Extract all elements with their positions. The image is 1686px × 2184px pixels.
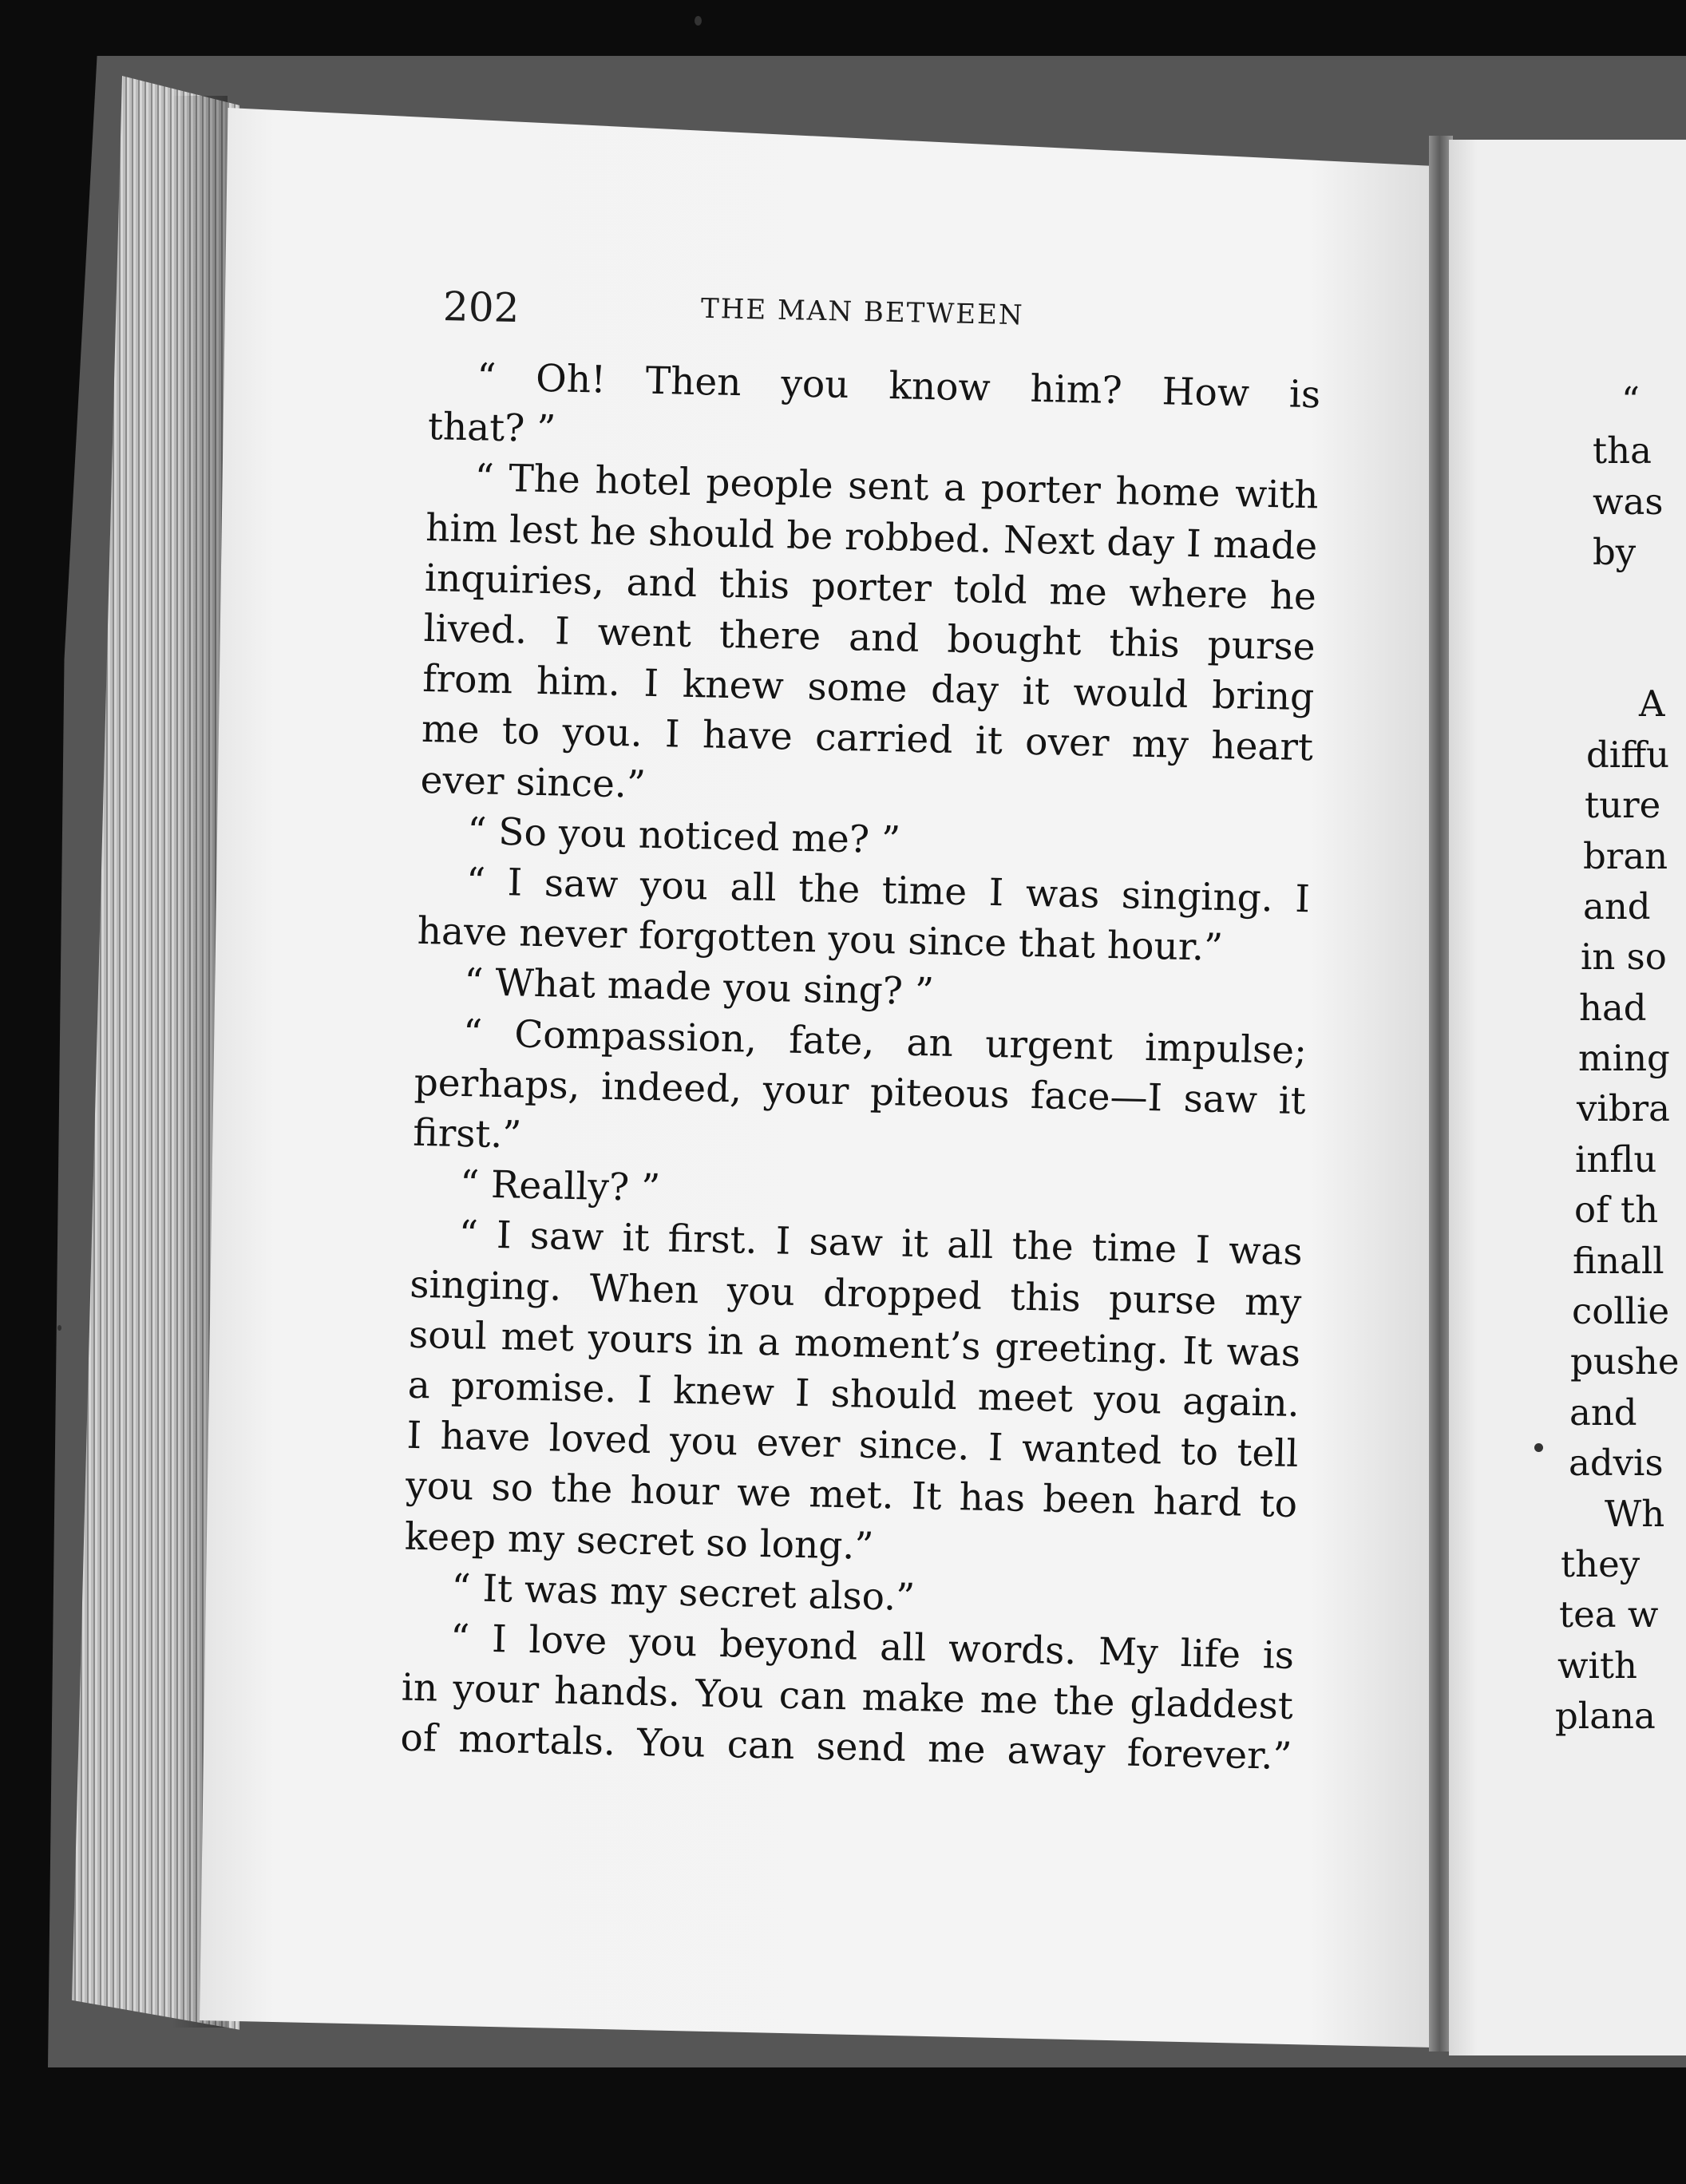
text-line: “ I saw it first. I saw it all the time I was <box>458 1213 1304 1275</box>
text-line: ming <box>1578 1037 1670 1080</box>
text-line: “ I saw you all the time I was singing. I <box>465 860 1311 922</box>
text-line: by <box>1593 531 1637 574</box>
text-line: was <box>1593 480 1664 523</box>
text-line: in your hands. You can make me the gladdest <box>401 1665 1294 1729</box>
left-page-text <box>400 351 1321 1782</box>
text-line: from him. I knew some day it would bring <box>422 657 1315 720</box>
text-line: I have loved you ever since. I wanted to tell <box>406 1413 1299 1477</box>
text-line: inquiries, and this porter told me where he <box>424 556 1317 619</box>
text-line: plana <box>1555 1695 1656 1738</box>
dust-speck <box>1534 1443 1543 1452</box>
text-line: singing. When you dropped this purse my <box>409 1262 1302 1325</box>
text-line: “ The hotel people sent a porter home with <box>474 456 1320 518</box>
text-line: first.” <box>412 1110 522 1157</box>
text-line: “ So you noticed me? ” <box>466 809 901 863</box>
text-line: “ I love you beyond all words. My life is <box>449 1616 1295 1679</box>
running-head-title: THE MAN BETWEEN <box>700 292 1025 332</box>
text-line: “ <box>1621 379 1640 421</box>
text-line: vibra <box>1577 1087 1670 1130</box>
text-line: him lest he should be robbed. Next day I made <box>425 505 1318 568</box>
text-line: finall <box>1573 1239 1664 1282</box>
text-line: ture <box>1585 784 1661 827</box>
text-line: advis <box>1569 1442 1664 1485</box>
page-number: 202 <box>442 283 520 331</box>
text-line: tha <box>1593 429 1652 473</box>
text-line: lived. I went there and bought this purse <box>423 606 1316 670</box>
text-line: collie <box>1572 1290 1670 1333</box>
text-line <box>1583 578 1680 628</box>
text-line: you so the hour we met. It has been hard to <box>405 1464 1298 1527</box>
right-page-text <box>1555 375 1680 1742</box>
text-line: pushe <box>1570 1340 1680 1383</box>
text-line: A <box>1639 682 1665 726</box>
text-line: that? ” <box>427 405 556 452</box>
text-line: “ Really? ” <box>459 1162 661 1211</box>
text-line: “ What made you sing? ” <box>463 960 935 1015</box>
text-line: influ <box>1575 1138 1657 1181</box>
dust-speck <box>695 16 702 26</box>
text-line: had <box>1579 986 1647 1029</box>
text-line: have never forgotten you since that hour.” <box>417 909 1224 971</box>
text-line: and <box>1583 884 1651 928</box>
dust-speck <box>57 1325 61 1331</box>
text-line: “ It was my secret also.” <box>450 1565 916 1620</box>
text-line: and <box>1569 1391 1637 1434</box>
text-line: Wh <box>1605 1492 1665 1535</box>
text-line: with <box>1557 1644 1637 1687</box>
text-line: diffu <box>1586 733 1670 776</box>
text-line: ever since.” <box>420 758 647 807</box>
text-line: me to you. I have carried it over my heart <box>421 707 1314 770</box>
text-line: “ Compassion, fate, an urgent impulse; <box>462 1011 1308 1073</box>
text-line: “ Oh! Then you know him? How is <box>476 355 1321 417</box>
text-line: of mortals. You can send me away forever.” <box>400 1716 1292 1779</box>
text-line: bran <box>1583 834 1668 877</box>
text-line: keep my secret so long.” <box>404 1514 874 1569</box>
text-line: of th <box>1574 1189 1659 1232</box>
text-line: they <box>1561 1542 1640 1585</box>
text-line <box>1583 628 1680 679</box>
text-line: soul met yours in a moment’s greeting. It was <box>408 1312 1301 1375</box>
text-line: a promise. I knew I should meet you again. <box>407 1363 1300 1426</box>
text-line: perhaps, indeed, your piteous face—I saw it <box>414 1060 1307 1124</box>
text-line: in so <box>1581 936 1667 979</box>
text-line: tea w <box>1559 1593 1659 1636</box>
